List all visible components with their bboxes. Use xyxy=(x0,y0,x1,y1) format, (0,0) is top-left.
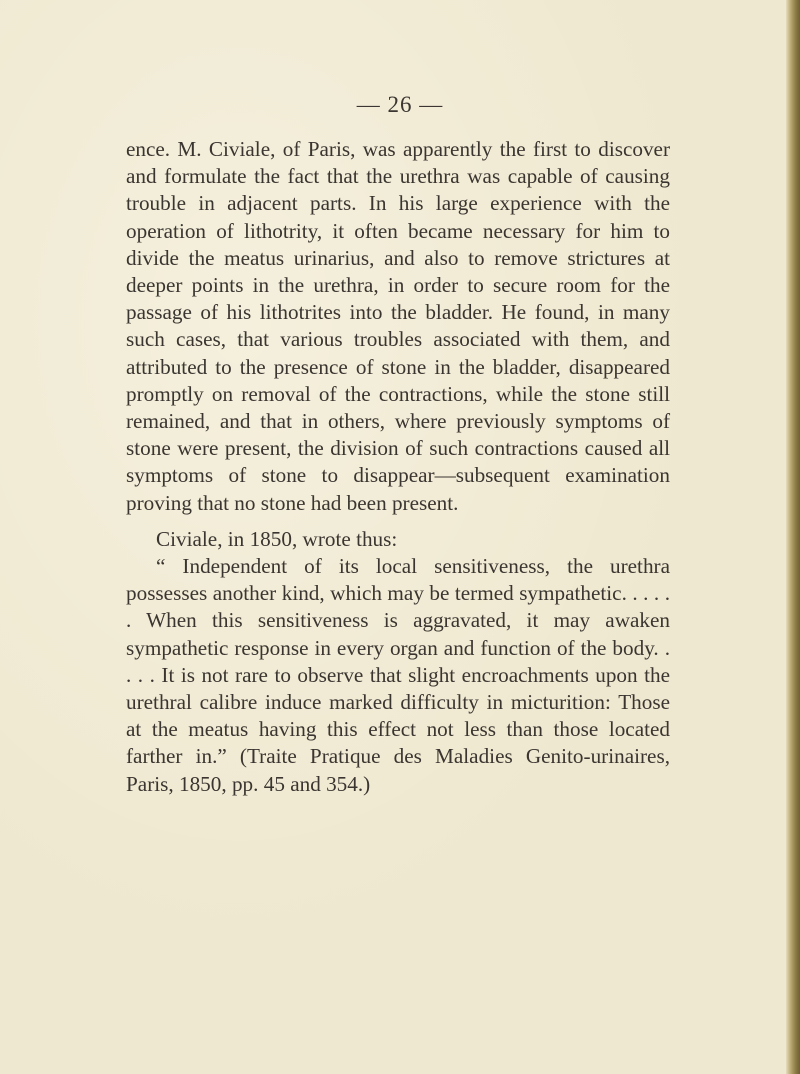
paragraph-3-quote: “ Independent of its local sensitiveness, the urethra possesses another kind, which may be termed sympathetic. . . . . . When this sensitiveness is aggravated, it may awaken sympathetic response in every organ and function of the body. . . . . It is not rare to observe that slight encroachments upon the urethral calibre induce marked difficulty in micturition: Those at the meatus having this effect not less than those located farther in.” (Traite Pratique des Maladies Genito-urinaires, Paris, 1850, pp. 45 and 354.) xyxy=(126,554,670,796)
page-edge-shadow xyxy=(786,0,800,1074)
body-text xyxy=(126,136,670,798)
page-number: — 26 — xyxy=(356,92,444,117)
paragraph-2: Civiale, in 1850, wrote thus: xyxy=(156,526,398,551)
paragraph-1: ence. M. Civiale, of Paris, was apparently the first to discover and formulate the fact that the urethra was capable of causing trouble in adjacent parts. In his large experience with the operation of lithotrity, it often became necessary for him to divide the meatus urinarius, and also to remove strictures at deeper points in the urethra, in order to secure room for the passage of his lithotrites into the bladder. He found, in many such cases, that various troubles associated with them, and attributed to the presence of stone in the bladder, disappeared promptly on removal of the contractions, while the stone still remained, and that in others, where previously symptoms of stone were present, the division of such contractions caused all symptoms of stone to disappear—subsequent examination proving that no stone had been present. xyxy=(126,137,670,515)
